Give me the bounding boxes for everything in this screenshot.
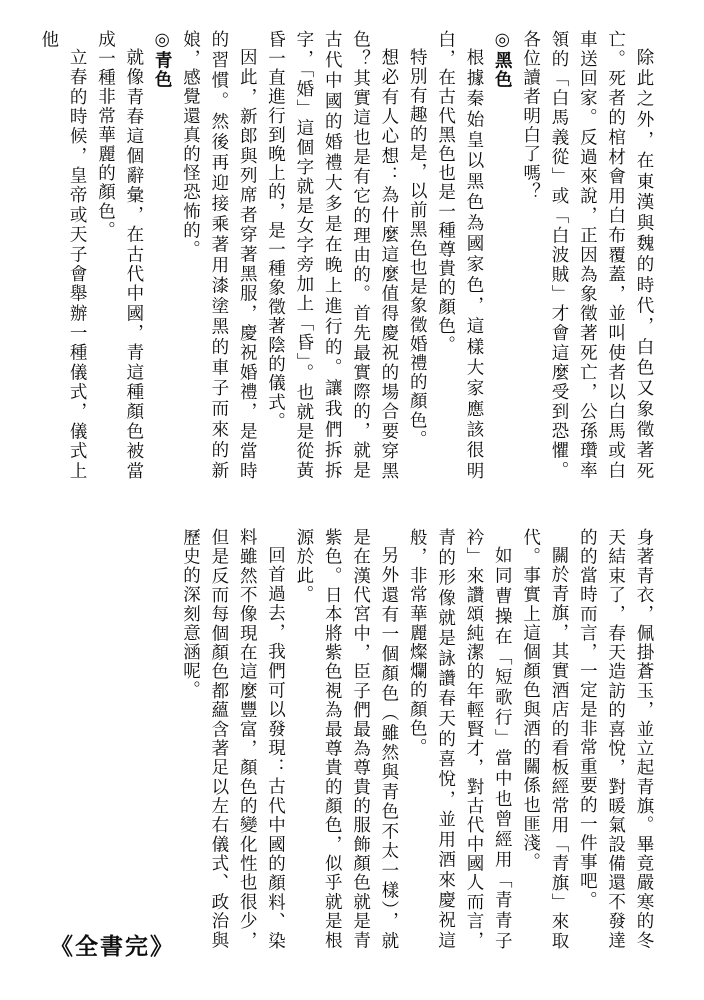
body-paragraph: 身著青衣，佩掛蒼玉，並立起青旗。畢竟嚴寒的冬天結束了，春天造訪的喜悅，對暖氣設備還不發達的的當時而言，一定是非常重要的一件事吧。 bbox=[577, 528, 654, 950]
section-heading: ◎黑色 bbox=[492, 30, 513, 89]
body-paragraph: 另外還有一個顏色（雖然與青色不太一樣），就是在漢代宮中，臣子們最為尊貴的服飾顏色就是青紫色。日本將紫色視為最尊貴的顏色，似乎就是根源於此。 bbox=[293, 528, 399, 950]
text-block-bottom bbox=[180, 528, 658, 950]
body-paragraph: 立春的時候，皇帝或天子會舉辦一種儀式，儀式上他 bbox=[38, 30, 88, 480]
body-paragraph: 如同曹操在「短歌行」當中也曾經用「青青子衿」來讚頌純潔的年輕賢才，對古代中國人而言，青的形像就是詠讚春天的喜悅，並用酒來慶祝這般，非常華麗燦爛的顏色。 bbox=[407, 528, 513, 950]
body-paragraph: 就像青春這個辭彙，在古代中國，青這種顏色被當成一種非常華麗的顏色。 bbox=[95, 30, 144, 480]
end-of-book-mark: 《全書完》 bbox=[50, 934, 175, 960]
text-block-top bbox=[40, 30, 658, 480]
body-paragraph: 想必有人心想：為什麼這麼值得慶祝的場合要穿黑色？其實這也是有它的理由的。首先最實際的，就是古代中國的婚禮大多是在晚上進行的。讓我們拆拆字，「婚」這個字就是女字旁加上「昏」。也就是從黃昏一直進行到晚上的，是一種象徵著陰的儀式。 bbox=[265, 30, 399, 480]
body-paragraph: 根據秦始皇以黑色為國家色，這樣大家應該很明白，在古代黑色也是一種尊貴的顏色。 bbox=[435, 30, 484, 480]
body-paragraph: 除此之外，在東漢與魏的時代，白色又象徵著死亡。死者的棺材會用白布覆蓋，並叫使者以白馬或白車送回家。反過來說，正因為象徵著死亡，公孫瓚率領的「白馬義從」或「白波賊」才會這麼受到恐懼。各位讀者明白了嗎？ bbox=[520, 30, 654, 480]
body-paragraph: 回首過去，我們可以發現：古代中國的顏料、染料雖然不像現在這麼豐富，顏色的變化性也很少，但是反而每個顏色都蘊含著足以左右儀式、政治與歷史的深刻意涵呢。 bbox=[180, 528, 286, 950]
body-paragraph: 關於青旗，其實酒店的看板經常用「青旗」來取代。事實上這個顏色與酒的關係也匪淺。 bbox=[520, 528, 569, 950]
section-heading: ◎青色 bbox=[152, 30, 173, 89]
body-paragraph: 因此，新郎與列席者穿著黑服，慶祝婚禮，是當時的習慣。然後再迎接乘著用漆塗黑的車子而來的新娘，感覺還真的怪恐怖的。 bbox=[180, 30, 258, 480]
body-paragraph: 特別有趣的是，以前黑色也是象徵婚禮的顏色。 bbox=[407, 47, 428, 449]
